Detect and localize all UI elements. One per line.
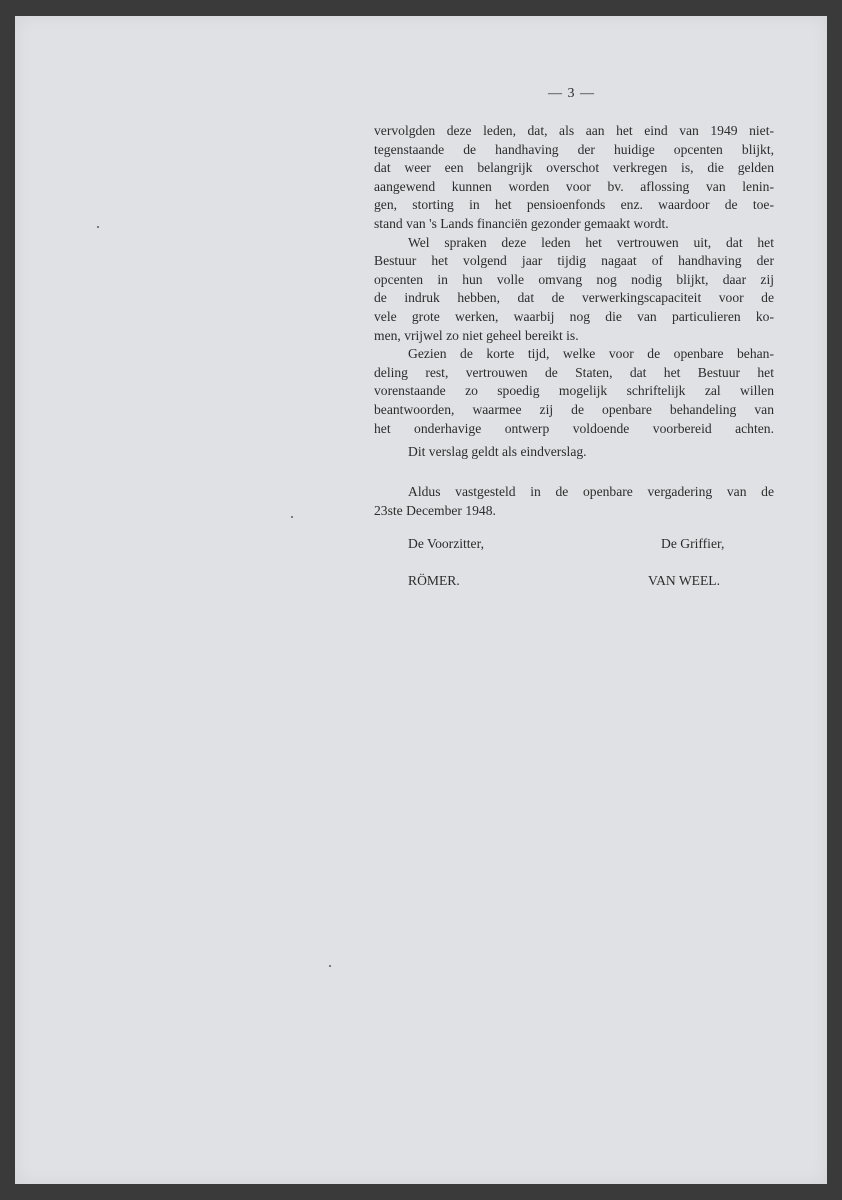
- paragraph-surplus: [374, 122, 774, 234]
- text-line: 23ste December 1948.: [374, 502, 496, 518]
- paper-speck: [329, 965, 331, 967]
- text-line: stand van 's Lands financiën gezonder gemaakt wordt.: [374, 215, 669, 231]
- text-line: Aldus vastgesteld in de openbare vergadering van de: [408, 484, 774, 499]
- text-line: Wel spraken deze leden het vertrouwen uit, dat het: [408, 234, 774, 250]
- text-line: beantwoorden, waarmee zij de openbare behandeling van: [374, 401, 774, 417]
- text-line: vele grote werken, waarbij nog die van particulieren ko-: [374, 308, 774, 324]
- page-number: — 3 —: [548, 86, 595, 101]
- paragraph-response-request: [374, 345, 774, 438]
- adoption-statement: [374, 483, 774, 520]
- text-line: vorenstaande zo spoedig mogelijk schriftelijk zal willen: [374, 383, 774, 399]
- text-line: deling rest, vertrouwen de Staten, dat het Bestuur het: [374, 364, 774, 380]
- clerk-name: VAN WEEL.: [648, 573, 720, 588]
- text-line: men, vrijwel zo niet geheel bereikt is.: [374, 327, 579, 343]
- text-line: opcenten in hun volle omvang nog nodig blijkt, daar zij: [374, 271, 774, 287]
- paper-speck: [97, 226, 99, 228]
- chair-title: De Voorzitter,: [408, 536, 484, 551]
- text-line: het onderhavige ontwerp voldoende voorbereid achten.: [374, 420, 774, 436]
- text-line: de indruk hebben, dat de verwerkingscapaciteit voor de: [374, 290, 774, 306]
- text-line: Gezien de korte tijd, welke voor de openbare behan-: [408, 346, 774, 362]
- chair-name: RÖMER.: [408, 573, 460, 588]
- report-body: [374, 122, 774, 438]
- paragraph-trust: [374, 234, 774, 346]
- final-report-note: Dit verslag geldt als eindverslag.: [408, 444, 587, 459]
- text-line: tegenstaande de handhaving der huidige opcenten blijkt,: [374, 141, 774, 157]
- text-line: gen, storting in het pensioenfonds enz. waardoor de toe-: [374, 197, 774, 213]
- text-line: vervolgden deze leden, dat, als aan het eind van 1949 niet-: [374, 123, 774, 138]
- paper-speck: [291, 516, 293, 518]
- clerk-title: De Griffier,: [661, 536, 725, 551]
- text-line: dat weer een belangrijk overschot verkregen is, die gelden: [374, 160, 774, 176]
- text-line: Bestuur het volgend jaar tijdig nagaat of handhaving der: [374, 253, 774, 269]
- text-line: aangewend kunnen worden voor bv. aflossing van lenin-: [374, 178, 774, 194]
